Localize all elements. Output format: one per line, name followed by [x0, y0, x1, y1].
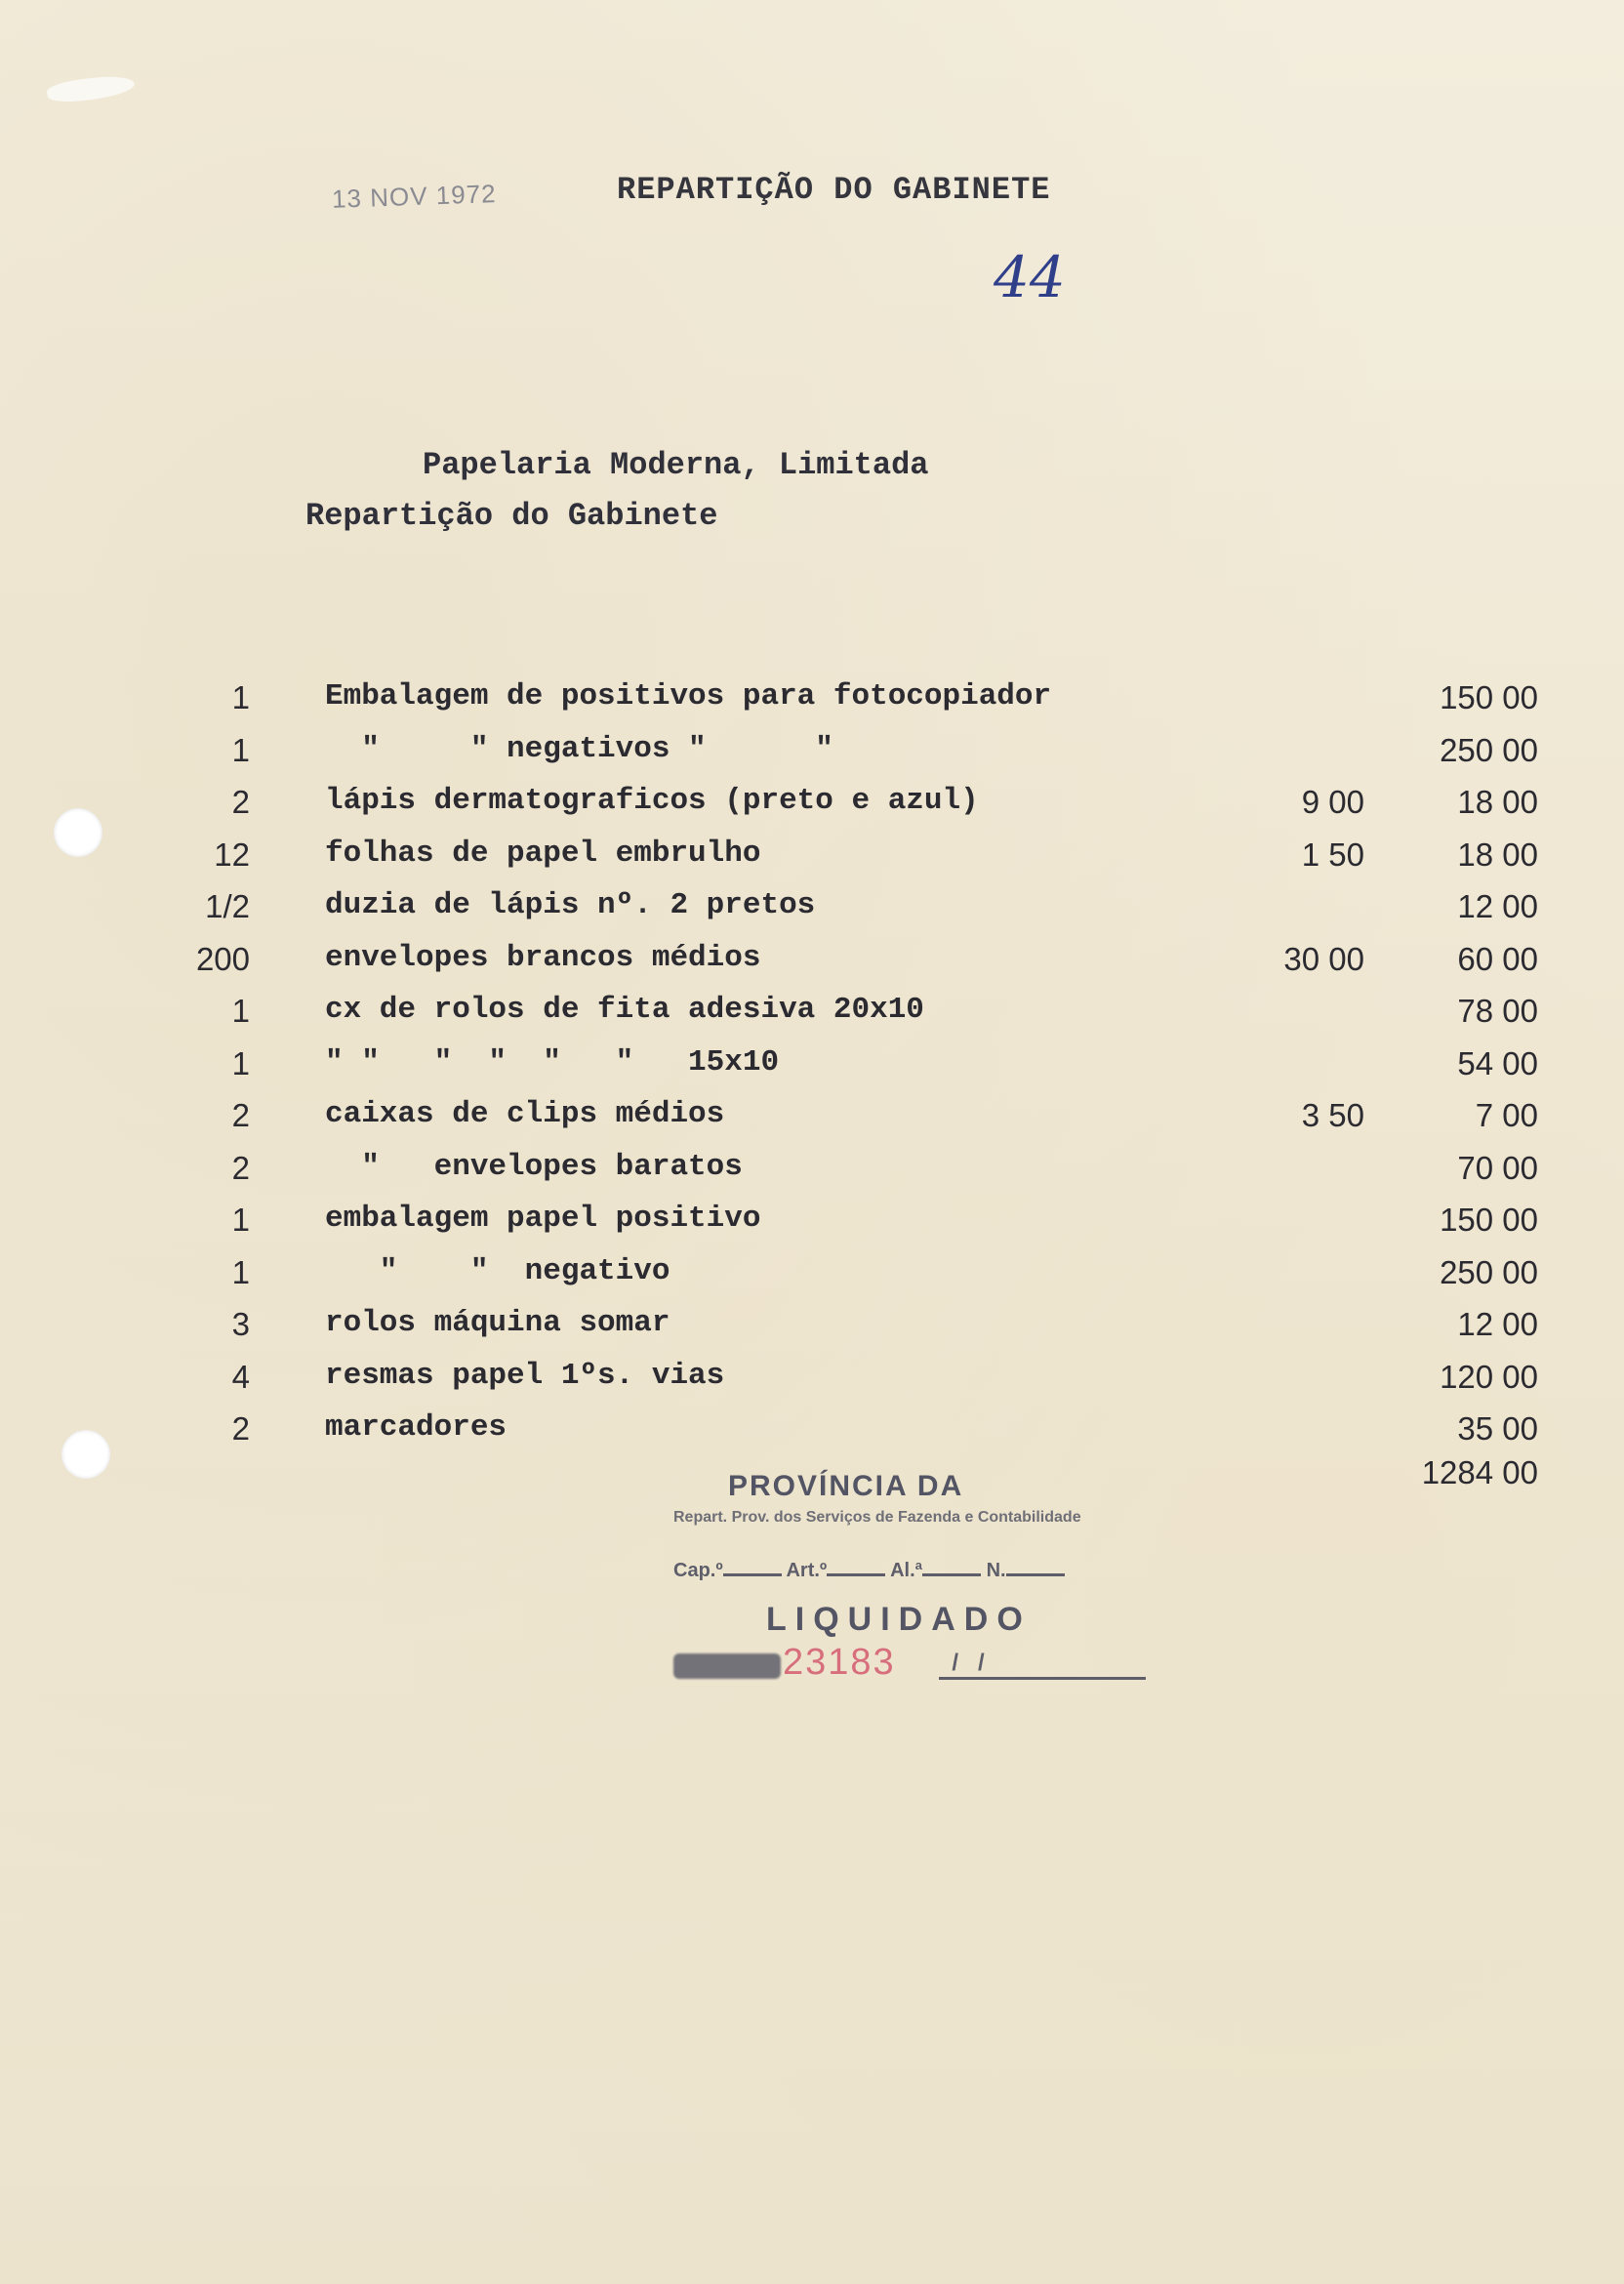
line-item [0, 1306, 1624, 1359]
item-quantity: 12 [214, 836, 250, 873]
page-title: REPARTIÇÃO DO GABINETE [617, 172, 1051, 208]
item-description: envelopes brancos médios [325, 940, 761, 975]
item-quantity: 1 [231, 993, 250, 1029]
line-item [0, 679, 1624, 732]
item-description: embalagem papel positivo [325, 1202, 761, 1236]
item-quantity: 3 [231, 1306, 250, 1342]
line-item [0, 941, 1624, 994]
item-description: duzia de lápis nº. 2 pretos [325, 888, 816, 922]
item-description: " " negativo [325, 1253, 670, 1288]
line-item [0, 836, 1624, 889]
item-quantity: 2 [231, 1149, 250, 1186]
item-total: 78 00 [1457, 993, 1538, 1029]
item-unit-price: 9 00 [1301, 784, 1364, 820]
line-item [0, 1150, 1624, 1203]
item-description: folhas de papel embrulho [325, 836, 761, 871]
item-total: 70 00 [1457, 1149, 1538, 1186]
item-quantity: 200 [195, 940, 250, 977]
stamp-number: 23183 [783, 1642, 896, 1683]
item-description: " envelopes baratos [325, 1149, 743, 1184]
item-description: cx de rolos de fita adesiva 20x10 [325, 993, 924, 1027]
item-description: " " " " " " 15x10 [325, 1044, 780, 1080]
liquidation-stamp [673, 1464, 1152, 1718]
item-unit-price: 3 50 [1301, 1097, 1364, 1133]
stamp-art-label: Art.º [786, 1560, 828, 1581]
item-quantity: 2 [231, 1410, 250, 1447]
item-description: resmas papel 1ºs. vias [325, 1358, 725, 1393]
stamp-date: / / [939, 1650, 1146, 1680]
item-description: marcadores [325, 1410, 508, 1445]
item-total: 250 00 [1440, 731, 1538, 768]
line-item [0, 1045, 1624, 1098]
item-total: 35 00 [1457, 1410, 1538, 1447]
vendor-name: Papelaria Moderna, Limitada [423, 447, 929, 483]
grand-total: 1284 00 [1421, 1454, 1538, 1490]
department-name: Repartição do Gabinete [305, 498, 718, 534]
item-description: " " negativos " " [325, 731, 833, 766]
line-item [0, 1097, 1624, 1150]
line-item [0, 1359, 1624, 1411]
item-total: 7 00 [1475, 1097, 1538, 1133]
item-total: 60 00 [1457, 940, 1538, 977]
paper-tear [46, 72, 136, 105]
stamp-department: Repart. Prov. dos Serviços de Fazenda e Contabilidade [673, 1509, 1081, 1526]
item-total: 250 00 [1440, 1253, 1538, 1290]
item-quantity: 1 [231, 731, 250, 768]
item-description: rolos máquina somar [325, 1306, 670, 1340]
item-quantity: 1 [231, 679, 250, 715]
item-description: caixas de clips médios [325, 1097, 725, 1131]
item-quantity: 2 [231, 784, 250, 820]
item-total: 12 00 [1457, 1306, 1538, 1342]
line-item [0, 732, 1624, 785]
item-quantity: 4 [231, 1358, 250, 1395]
item-unit-price: 30 00 [1283, 940, 1364, 977]
item-total: 120 00 [1440, 1358, 1538, 1395]
line-item [0, 1410, 1624, 1463]
line-item [0, 993, 1624, 1045]
line-item [0, 784, 1624, 836]
item-quantity: 1 [231, 1044, 250, 1081]
item-quantity: 1 [231, 1253, 250, 1290]
item-description: lápis dermatograficos (preto e azul) [325, 784, 979, 818]
item-description: Embalagem de positivos para fotocopiador [325, 679, 1052, 714]
item-quantity: 1 [231, 1202, 250, 1238]
date-stamp: 13 NOV 1972 [331, 179, 498, 214]
item-quantity: 1/2 [205, 888, 250, 924]
item-quantity: 2 [231, 1097, 250, 1133]
line-item [0, 1254, 1624, 1307]
stamp-status: LIQUIDADO [766, 1601, 1032, 1638]
item-total: 54 00 [1457, 1044, 1538, 1081]
stamp-province: PROVÍNCIA DA [728, 1470, 964, 1502]
stamp-n-label: N. [986, 1560, 1006, 1581]
item-unit-price: 1 50 [1301, 836, 1364, 873]
stamp-al-label: Al.ª [890, 1560, 923, 1581]
item-total: 18 00 [1457, 836, 1538, 873]
handwritten-page-number: 44 [994, 244, 1066, 310]
item-total: 150 00 [1440, 679, 1538, 715]
item-total: 18 00 [1457, 784, 1538, 820]
items-list [0, 679, 1624, 1463]
item-total: 12 00 [1457, 888, 1538, 924]
line-item [0, 1202, 1624, 1254]
stamp-cap-label: Cap.º [673, 1560, 723, 1581]
line-item [0, 888, 1624, 941]
stamp-fields [673, 1560, 1065, 1582]
item-total: 150 00 [1440, 1202, 1538, 1238]
ink-smudge [673, 1653, 781, 1679]
stamp-number-line [673, 1642, 1152, 1685]
